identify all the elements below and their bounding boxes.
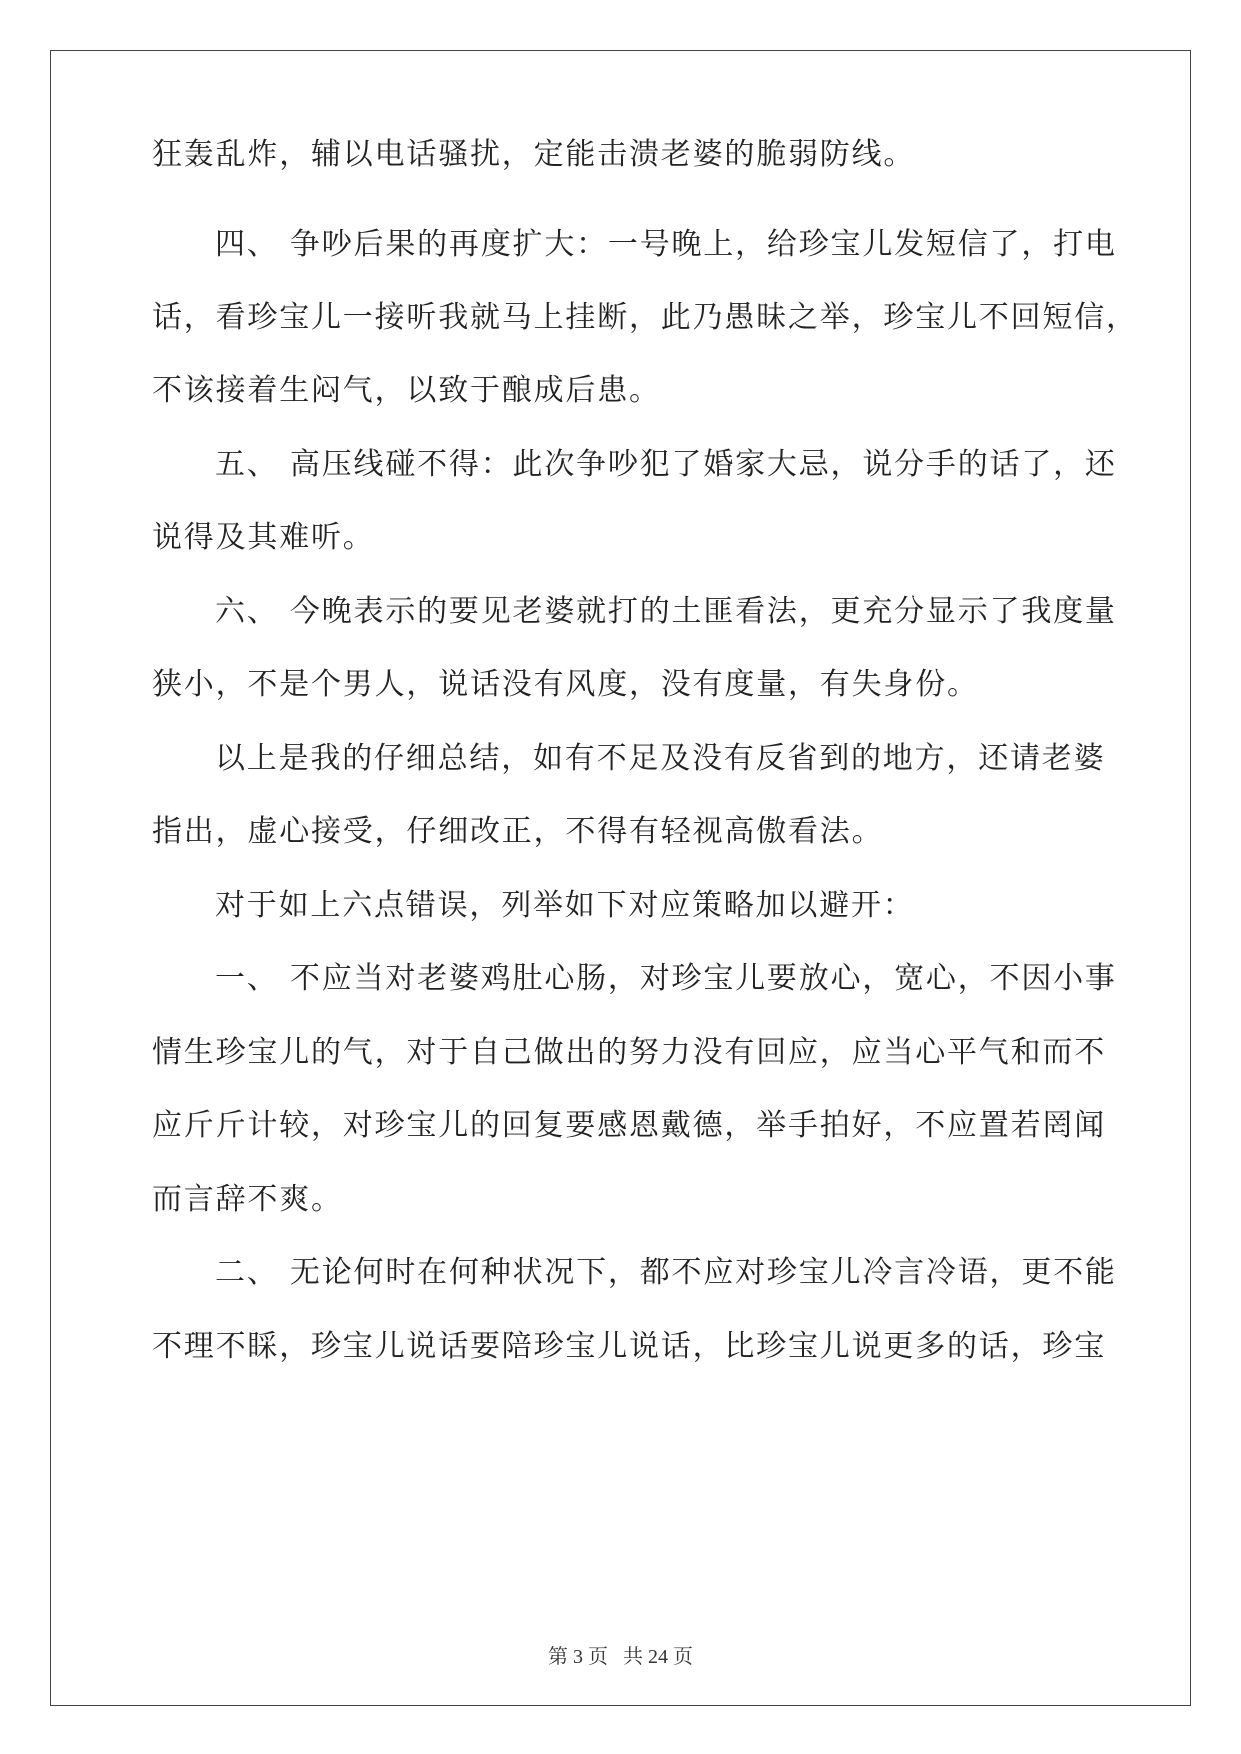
text-line: 以上是我的仔细总结，如有不足及没有反省到的地方，还请老婆 [215, 741, 1106, 776]
text-line: 不该接着生闷气，以致于酿成后患。 [152, 373, 661, 408]
page-border [50, 50, 1191, 1706]
text-line: 话，看珍宝儿一接听我就马上挂断，此乃愚昧之举，珍宝儿不回短信， [152, 300, 1138, 335]
text-line: 情生珍宝儿的气，对于自己做出的努力没有回应，应当心平气和而不 [152, 1035, 1106, 1070]
text-line: 一、 不应当对老婆鸡肚心肠，对珍宝儿要放心，宽心，不因小事 [215, 961, 1117, 996]
text-line: 狂轰乱炸，辅以电话骚扰，定能击溃老婆的脆弱防线。 [152, 137, 916, 172]
text-line: 指出，虚心接受，仔细改正，不得有轻视高傲看法。 [152, 814, 884, 849]
text-line: 不理不睬，珍宝儿说话要陪珍宝儿说话，比珍宝儿说更多的话，珍宝 [152, 1329, 1106, 1364]
text-line: 狭小，不是个男人，说话没有风度，没有度量，有失身份。 [152, 667, 979, 702]
text-line: 六、 今晚表示的要见老婆就打的土匪看法，更充分显示了我度量 [215, 594, 1117, 629]
text-line: 二、 无论何时在何种状况下，都不应对珍宝儿冷言冷语，更不能 [215, 1255, 1117, 1290]
text-line: 四、 争吵后果的再度扩大：一号晚上，给珍宝儿发短信了，打电 [215, 227, 1117, 262]
text-line: 说得及其难听。 [152, 520, 375, 555]
text-line: 应斤斤计较，对珍宝儿的回复要感恩戴德，举手拍好，不应置若罔闻 [152, 1108, 1106, 1143]
text-line: 对于如上六点错误，列举如下对应策略加以避开： [215, 888, 915, 923]
page-footer: 第 3 页 共 24 页 [548, 1646, 693, 1668]
text-line: 五、 高压线碰不得：此次争吵犯了婚家大忌，说分手的话了，还 [215, 447, 1117, 482]
text-line: 而言辞不爽。 [152, 1182, 343, 1217]
